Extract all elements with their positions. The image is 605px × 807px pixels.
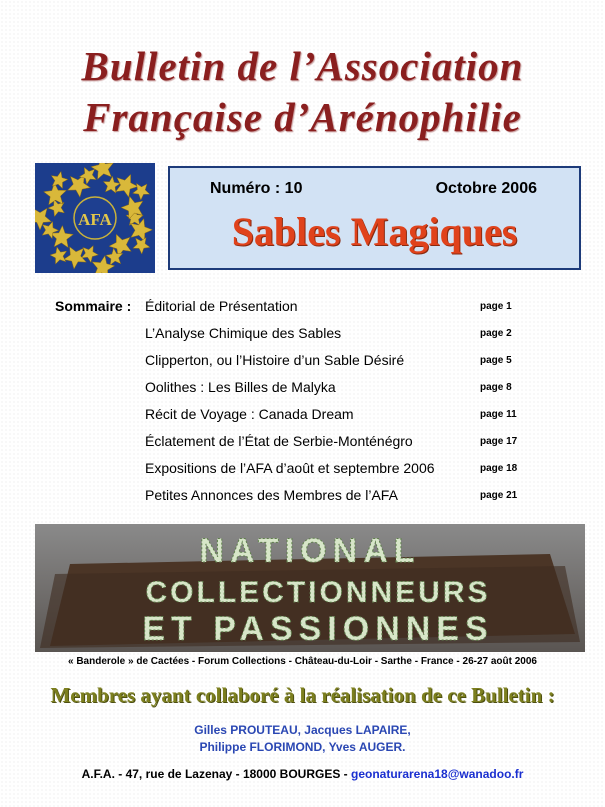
email-link[interactable]: geonaturarena18@wanadoo.fr [351, 767, 524, 781]
cactus-banner-image [35, 524, 585, 652]
members-line2: Philippe FLORIMOND, Yves AUGER. [199, 740, 406, 754]
footer-address [0, 767, 605, 781]
logo-text: AFA [78, 210, 112, 229]
toc-item-title: Clipperton, ou l’Histoire d’un Sable Désiré [145, 352, 405, 368]
toc-item-title: Éclatement de l’État de Serbie-Monténégro [145, 433, 413, 449]
toc-item[interactable] [145, 352, 525, 379]
toc-item[interactable] [145, 379, 525, 406]
issue-info-box [168, 166, 581, 270]
sommaire-label: Sommaire : [55, 298, 132, 314]
toc-item-page: page 21 [480, 490, 518, 501]
afa-logo [35, 163, 155, 273]
members-title: Membres ayant collaboré à la réalisation de ce Bulletin : [50, 683, 555, 707]
toc-item[interactable] [145, 325, 525, 352]
toc-item[interactable] [145, 298, 525, 325]
banner-line1: NATIONAL [199, 532, 421, 570]
banner-line3: ET PASSIONNES [142, 610, 494, 648]
toc-item-title: Récit de Voyage : Canada Dream [145, 406, 354, 422]
toc-item-page: page 18 [480, 463, 518, 474]
table-of-contents [145, 298, 525, 514]
toc-item-page: page 8 [480, 382, 512, 393]
toc-item[interactable] [145, 487, 525, 514]
toc-item-page: page 11 [480, 409, 517, 420]
toc-item-page: page 5 [480, 355, 512, 366]
members-list [0, 722, 605, 756]
toc-item[interactable] [145, 460, 525, 487]
toc-item-page: page 1 [480, 301, 512, 312]
cactus-banner-photo [35, 524, 585, 652]
issue-date: Octobre 2006 [435, 180, 537, 197]
toc-item-page: page 17 [480, 436, 518, 447]
banner-line2: COLLECTIONNEURS [145, 576, 491, 609]
toc-item[interactable] [145, 406, 525, 433]
toc-item-title: L’Analyse Chimique des Sables [145, 325, 342, 341]
address-text: A.F.A. - 47, rue de Lazenay - 18000 BOURGES - [81, 767, 351, 781]
issue-number: Numéro : 10 [210, 180, 303, 197]
photo-caption: « Banderole » de Cactées - Forum Collections - Château-du-Loir - Sarthe - France - 26-27 août 2006 [67, 656, 537, 667]
toc-item-title: Oolithes : Les Billes de Malyka [145, 379, 336, 395]
issue-title: Sables Magiques [231, 209, 518, 254]
bulletin-title-line2: Française d’Arénophilie [83, 94, 522, 140]
toc-item-title: Éditorial de Présentation [145, 298, 298, 314]
toc-item-title: Expositions de l’AFA d’août et septembre 2006 [145, 460, 435, 476]
toc-item-page: page 2 [480, 328, 512, 339]
members-line1: Gilles PROUTEAU, Jacques LAPAIRE, [194, 723, 411, 737]
toc-item[interactable] [145, 433, 525, 460]
star-ring-icon [35, 163, 155, 273]
bulletin-title-line1: Bulletin de l’Association [81, 43, 524, 89]
toc-item-title: Petites Annonces des Membres de l’AFA [145, 487, 398, 503]
